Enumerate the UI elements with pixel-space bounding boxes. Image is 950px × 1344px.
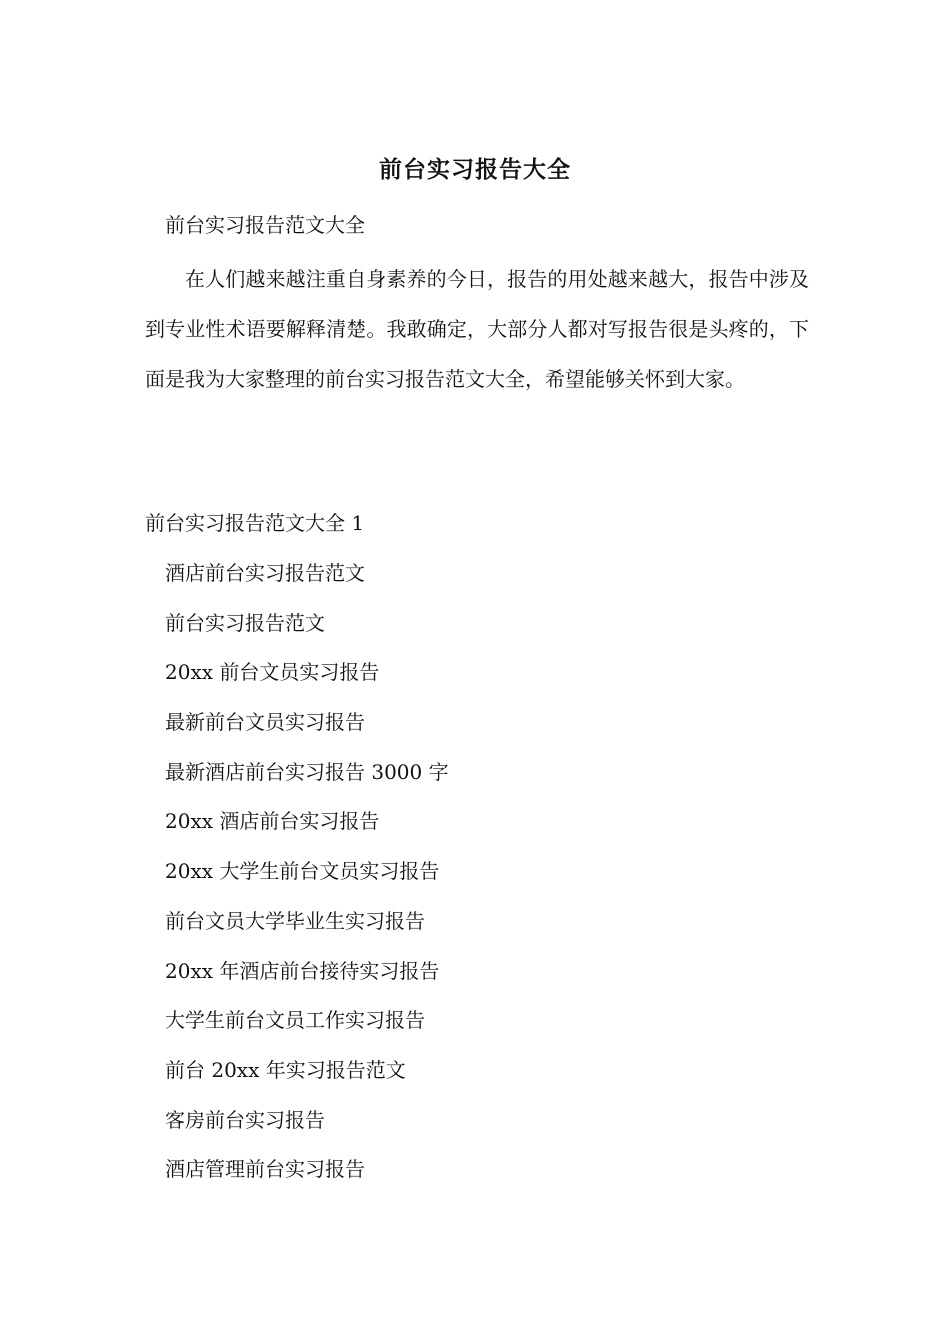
list-item-link[interactable]: 前台 20xx 年实习报告范文 xyxy=(165,1057,406,1082)
page-title: 前台实习报告大全 xyxy=(379,157,571,183)
list-item-link[interactable]: 前台实习报告范文 xyxy=(165,610,325,635)
list-item-link[interactable]: 酒店管理前台实习报告 xyxy=(165,1157,365,1182)
list-item-link[interactable]: 前台文员大学毕业生实习报告 xyxy=(165,908,425,933)
list-item-link[interactable]: 酒店前台实习报告范文 xyxy=(165,561,365,585)
related-reports-list xyxy=(165,555,449,1201)
section-heading: 前台实习报告范文大全 1 xyxy=(145,511,365,535)
intro-paragraph: 在人们越来越注重自身素养的今日，报告的用处越来越大，报告中涉及到专业性术语要解释清楚。我敢确定，大部分人都对写报告很是头疼的，下面是我为大家整理的前台实习报告范文大全，希望能够关怀到大家。 xyxy=(145,267,809,391)
document-subtitle: 前台实习报告范文大全 xyxy=(165,213,365,237)
list-item-link[interactable]: 客房前台实习报告 xyxy=(165,1107,325,1132)
list-item-link[interactable]: 20xx 年酒店前台接待实习报告 xyxy=(165,958,440,983)
list-item-link[interactable]: 20xx 酒店前台实习报告 xyxy=(165,809,380,834)
list-item-link[interactable]: 最新酒店前台实习报告 3000 字 xyxy=(165,759,449,784)
list-item-link[interactable]: 20xx 大学生前台文员实习报告 xyxy=(165,859,440,884)
list-item-link[interactable]: 最新前台文员实习报告 xyxy=(165,710,365,735)
list-item-link[interactable]: 20xx 前台文员实习报告 xyxy=(165,660,380,685)
list-item-link[interactable]: 大学生前台文员工作实习报告 xyxy=(165,1008,425,1033)
